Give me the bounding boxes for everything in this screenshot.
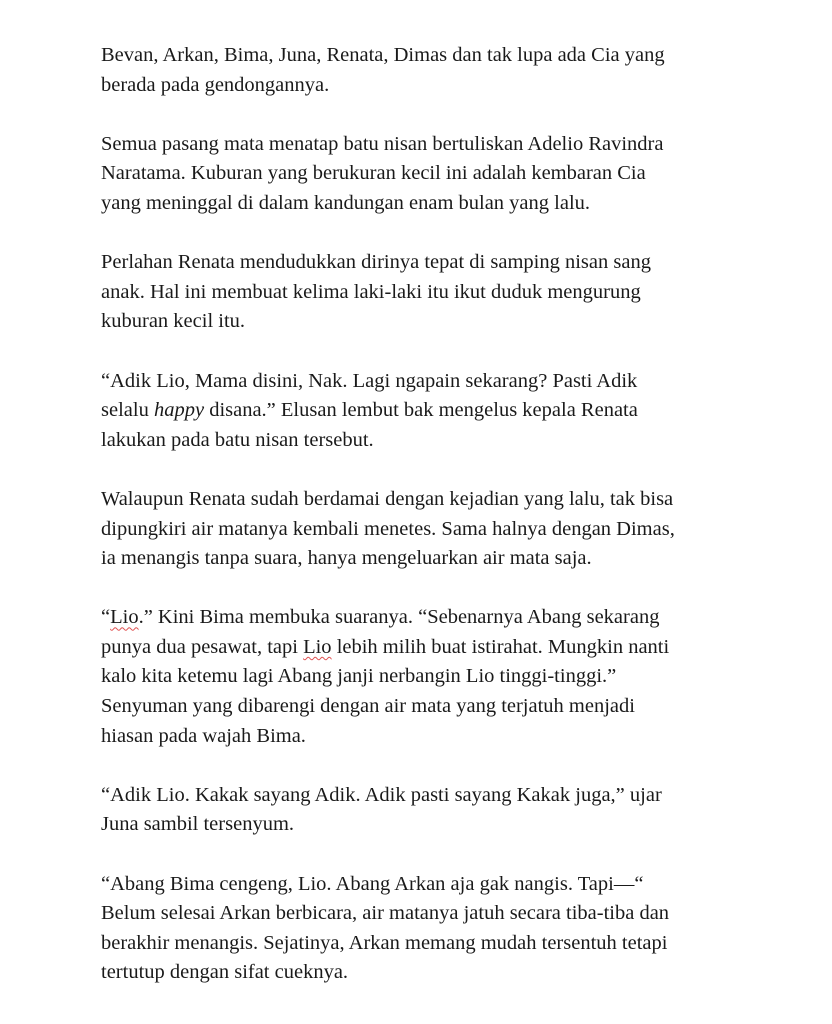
text-line: Naratama. Kuburan yang berukuran kecil ini adalah kembaran Cia xyxy=(101,162,646,185)
text-line xyxy=(101,396,741,426)
text-line: anak. Hal ini membuat kelima laki-laki itu ikut duduk mengurung xyxy=(101,280,641,303)
text-line xyxy=(101,603,741,633)
text-line: kalo kita ketemu lagi Abang janji nerbangin Lio tinggi-tinggi.” xyxy=(101,665,617,688)
text-segment: “ xyxy=(101,606,111,629)
text-line: “Adik Lio, Mama disini, Nak. Lagi ngapain sekarang? Pasti Adik xyxy=(101,369,638,392)
text-line: “Abang Bima cengeng, Lio. Abang Arkan aja gak nangis. Tapi—“ xyxy=(101,872,644,895)
italic-word: happy xyxy=(153,399,205,422)
text-line: Walaupun Renata sudah berdamai dengan kejadian yang lalu, tak bisa xyxy=(101,487,674,510)
document-page xyxy=(101,41,741,1018)
text-line: ia menangis tanpa suara, hanya mengeluarkan air mata saja. xyxy=(101,547,592,570)
text-line: Belum selesai Arkan berbicara, air matanya jatuh secara tiba-tiba dan xyxy=(101,902,670,925)
text-segment: .” Kini Bima membuka suaranya. “Sebenarnya Abang sekarang xyxy=(138,606,660,629)
paragraph-7 xyxy=(101,781,741,840)
spellcheck-underlined-word: Lio xyxy=(110,606,139,629)
text-line: lakukan pada batu nisan tersebut. xyxy=(101,428,374,451)
text-line: Senyuman yang dibarengi dengan air mata yang terjatuh menjadi xyxy=(101,695,635,718)
text-segment: selalu xyxy=(101,399,154,422)
paragraph-2 xyxy=(101,130,741,219)
text-line: Semua pasang mata menatap batu nisan bertuliskan Adelio Ravindra xyxy=(101,132,664,155)
text-line: dipungkiri air matanya kembali menetes. Sama halnya dengan Dimas, xyxy=(101,517,675,540)
text-line: kuburan kecil itu. xyxy=(101,310,246,333)
text-line: Juna sambil tersenyum. xyxy=(101,813,295,836)
paragraph-4 xyxy=(101,367,741,456)
paragraph-6 xyxy=(101,603,741,751)
paragraph-3 xyxy=(101,248,741,337)
paragraph-8 xyxy=(101,870,741,988)
text-line xyxy=(101,633,741,663)
text-line: Bevan, Arkan, Bima, Juna, Renata, Dimas dan tak lupa ada Cia yang xyxy=(101,44,665,66)
text-line: berada pada gendongannya. xyxy=(101,73,330,96)
text-line: Perlahan Renata mendudukkan dirinya tepat di samping nisan sang xyxy=(101,251,651,274)
text-line: tertutup dengan sifat cueknya. xyxy=(101,961,349,984)
text-line: berakhir menangis. Sejatinya, Arkan memang mudah tersentuh tetapi xyxy=(101,931,668,954)
spellcheck-underlined-word: Lio xyxy=(303,635,332,658)
paragraph-1 xyxy=(101,41,741,100)
paragraph-5 xyxy=(101,485,741,574)
text-segment: punya dua pesawat, tapi xyxy=(101,635,304,658)
text-segment: disana.” Elusan lembut bak mengelus kepala Renata xyxy=(204,399,638,422)
text-line: hiasan pada wajah Bima. xyxy=(101,724,306,747)
text-line: “Adik Lio. Kakak sayang Adik. Adik pasti sayang Kakak juga,” ujar xyxy=(101,783,662,806)
text-segment: lebih milih buat istirahat. Mungkin nanti xyxy=(331,635,670,658)
text-line: yang meninggal di dalam kandungan enam bulan yang lalu. xyxy=(101,191,591,214)
